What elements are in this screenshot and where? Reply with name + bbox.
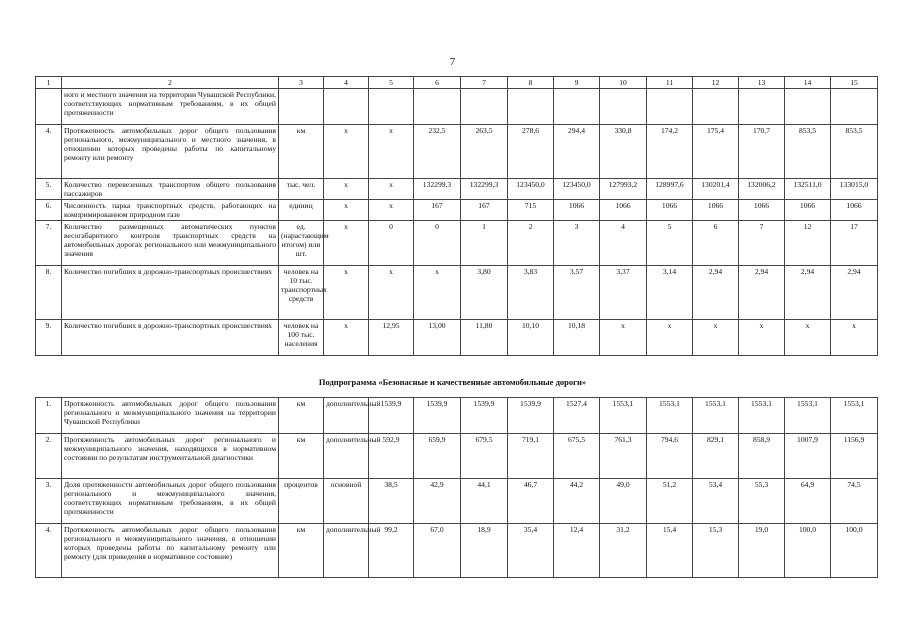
value-cell: 1553,1 bbox=[693, 398, 739, 434]
value-cell: 10,18 bbox=[554, 320, 600, 356]
value-cell: 2 bbox=[508, 221, 554, 266]
unit-cell: единиц bbox=[279, 200, 324, 221]
value-cell: 1539,9 bbox=[461, 398, 508, 434]
value-cell: 829,1 bbox=[693, 434, 739, 479]
value-cell bbox=[831, 89, 878, 125]
value-cell: х bbox=[324, 320, 369, 356]
indicator-name: Количество перевезенных транспортом общего пользования пассажиров bbox=[62, 179, 279, 200]
unit-cell: человек на 10 тыс. транспортных средств bbox=[279, 266, 324, 320]
header-cell: 8 bbox=[508, 77, 554, 89]
value-cell bbox=[739, 89, 785, 125]
value-cell: 132299,3 bbox=[414, 179, 461, 200]
indicator-type: дополнительный bbox=[324, 398, 369, 434]
header-cell: 13 bbox=[739, 77, 785, 89]
value-cell: х bbox=[831, 320, 878, 356]
header-cell: 14 bbox=[785, 77, 831, 89]
value-cell bbox=[461, 89, 508, 125]
indicator-name: Протяженность автомобильных дорог общего пользования регионального, межмуниципального и местного значения, в отношении которых проведены работы по капитальному ремонту или ремонту bbox=[62, 125, 279, 179]
header-cell: 6 bbox=[414, 77, 461, 89]
row-number: 3. bbox=[36, 479, 62, 524]
table-row bbox=[36, 479, 878, 524]
indicator-type: основной bbox=[324, 479, 369, 524]
value-cell: 592,9 bbox=[369, 434, 414, 479]
header-cell: 3 bbox=[279, 77, 324, 89]
row-number bbox=[36, 89, 62, 125]
indicator-name: Количество размещенных автоматических пунктов весогабаритного контроля транспортных средств на автомобильных дорогах регионального или межмуниципального значения bbox=[62, 221, 279, 266]
value-cell: 3 bbox=[554, 221, 600, 266]
value-cell: 100,0 bbox=[831, 524, 878, 578]
value-cell: 2,94 bbox=[831, 266, 878, 320]
value-cell: 0 bbox=[369, 221, 414, 266]
value-cell: х bbox=[324, 179, 369, 200]
value-cell: 53,4 bbox=[693, 479, 739, 524]
header-cell: 11 bbox=[647, 77, 693, 89]
value-cell: 0 bbox=[414, 221, 461, 266]
unit-cell: км bbox=[279, 434, 324, 479]
value-cell bbox=[647, 89, 693, 125]
row-number: 5. bbox=[36, 179, 62, 200]
value-cell: 1066 bbox=[647, 200, 693, 221]
row-number: 8. bbox=[36, 266, 62, 320]
indicator-name: Доля протяженности автомобильных дорог общего пользования регионального и межмуниципального значения, соответствующих нормативным требованиям, в их общей протяженности bbox=[62, 479, 279, 524]
indicator-name: Протяженность автомобильных дорог общего пользования регионального и межмуниципального значения на территории Чувашской Республики bbox=[62, 398, 279, 434]
value-cell: 46,7 bbox=[508, 479, 554, 524]
value-cell: 167 bbox=[461, 200, 508, 221]
table-row bbox=[36, 125, 878, 179]
value-cell: 1553,1 bbox=[600, 398, 647, 434]
value-cell: 55,3 bbox=[739, 479, 785, 524]
table-row bbox=[36, 89, 878, 125]
value-cell: 1553,1 bbox=[785, 398, 831, 434]
row-number: 6. bbox=[36, 200, 62, 221]
value-cell bbox=[785, 89, 831, 125]
value-cell: 4 bbox=[600, 221, 647, 266]
value-cell: 3,83 bbox=[508, 266, 554, 320]
value-cell bbox=[693, 89, 739, 125]
value-cell: 1539,9 bbox=[508, 398, 554, 434]
value-cell: 1066 bbox=[785, 200, 831, 221]
table-row bbox=[36, 266, 878, 320]
value-cell: 11,80 bbox=[461, 320, 508, 356]
value-cell: 794,6 bbox=[647, 434, 693, 479]
indicators-table bbox=[35, 76, 878, 356]
unit-cell: тыс. чел. bbox=[279, 179, 324, 200]
table-row bbox=[36, 200, 878, 221]
table-row bbox=[36, 524, 878, 578]
value-cell: 167 bbox=[414, 200, 461, 221]
row-number: 4. bbox=[36, 125, 62, 179]
value-cell: х bbox=[414, 266, 461, 320]
table-row bbox=[36, 179, 878, 200]
header-cell: 7 bbox=[461, 77, 508, 89]
value-cell bbox=[414, 89, 461, 125]
value-cell: 35,4 bbox=[508, 524, 554, 578]
value-cell: 3,57 bbox=[554, 266, 600, 320]
value-cell: 51,2 bbox=[647, 479, 693, 524]
value-cell: 128997,6 bbox=[647, 179, 693, 200]
value-cell: 1527,4 bbox=[554, 398, 600, 434]
value-cell: 133015,0 bbox=[831, 179, 878, 200]
value-cell: 761,3 bbox=[600, 434, 647, 479]
table-row bbox=[36, 320, 878, 356]
table-row bbox=[36, 434, 878, 479]
header-cell: 5 bbox=[369, 77, 414, 89]
value-cell: 853,5 bbox=[785, 125, 831, 179]
value-cell: х bbox=[600, 320, 647, 356]
row-number: 1. bbox=[36, 398, 62, 434]
value-cell: 170,7 bbox=[739, 125, 785, 179]
subprogram-title: Подпрограмма «Безопасные и качественные автомобильные дороги» bbox=[318, 377, 587, 387]
header-cell: 2 bbox=[62, 77, 279, 89]
value-cell: 44,2 bbox=[554, 479, 600, 524]
value-cell: 715 bbox=[508, 200, 554, 221]
value-cell: 13,00 bbox=[414, 320, 461, 356]
value-cell: х bbox=[324, 266, 369, 320]
unit-cell: ед. (нарастающим итогом) или шт. bbox=[279, 221, 324, 266]
value-cell: 1539,9 bbox=[414, 398, 461, 434]
value-cell: 853,5 bbox=[831, 125, 878, 179]
indicator-name: Количество погибших в дорожно-транспортных происшествиях bbox=[62, 266, 279, 320]
indicator-type: дополнительный bbox=[324, 524, 369, 578]
value-cell: х bbox=[369, 125, 414, 179]
value-cell: 67,0 bbox=[414, 524, 461, 578]
value-cell: х bbox=[324, 200, 369, 221]
value-cell: 294,4 bbox=[554, 125, 600, 179]
indicator-name: ного и местного значения на территории Чувашской Республики, соответствующих нормативным требованиям, в их общей протяженности bbox=[62, 89, 279, 125]
unit-cell bbox=[279, 89, 324, 125]
header-cell: 12 bbox=[693, 77, 739, 89]
value-cell: 12,4 bbox=[554, 524, 600, 578]
value-cell: 127993,2 bbox=[600, 179, 647, 200]
value-cell: 49,0 bbox=[600, 479, 647, 524]
row-number: 7. bbox=[36, 221, 62, 266]
unit-cell: процентов bbox=[279, 479, 324, 524]
unit-cell: человек на 100 тыс. населения bbox=[279, 320, 324, 356]
value-cell: 1066 bbox=[831, 200, 878, 221]
unit-cell: км bbox=[279, 125, 324, 179]
value-cell: 10,10 bbox=[508, 320, 554, 356]
value-cell: 278,6 bbox=[508, 125, 554, 179]
value-cell: 38,5 bbox=[369, 479, 414, 524]
value-cell: 3,14 bbox=[647, 266, 693, 320]
value-cell: 132511,0 bbox=[785, 179, 831, 200]
value-cell: 2,94 bbox=[739, 266, 785, 320]
value-cell: 1007,9 bbox=[785, 434, 831, 479]
value-cell: 263,5 bbox=[461, 125, 508, 179]
value-cell: 99,2 bbox=[369, 524, 414, 578]
value-cell: 64,9 bbox=[785, 479, 831, 524]
value-cell: 1066 bbox=[693, 200, 739, 221]
value-cell: х bbox=[739, 320, 785, 356]
table-row bbox=[36, 221, 878, 266]
value-cell bbox=[369, 89, 414, 125]
value-cell: 1553,1 bbox=[647, 398, 693, 434]
value-cell: х bbox=[324, 221, 369, 266]
value-cell: 42,9 bbox=[414, 479, 461, 524]
header-cell: 1 bbox=[36, 77, 62, 89]
indicator-name: Количество погибших в дорожно-транспортных происшествиях bbox=[62, 320, 279, 356]
value-cell: 12,95 bbox=[369, 320, 414, 356]
value-cell: 719,1 bbox=[508, 434, 554, 479]
header-cell: 10 bbox=[600, 77, 647, 89]
header-cell: 15 bbox=[831, 77, 878, 89]
header-cell: 9 bbox=[554, 77, 600, 89]
page-number: 7 bbox=[449, 56, 456, 68]
value-cell: х bbox=[647, 320, 693, 356]
value-cell: 1066 bbox=[739, 200, 785, 221]
header-row bbox=[36, 77, 878, 89]
value-cell: 7 bbox=[739, 221, 785, 266]
value-cell: 6 bbox=[693, 221, 739, 266]
value-cell: 1 bbox=[461, 221, 508, 266]
value-cell: 132299,3 bbox=[461, 179, 508, 200]
row-number: 2. bbox=[36, 434, 62, 479]
value-cell: 123450,0 bbox=[508, 179, 554, 200]
value-cell: 132006,2 bbox=[739, 179, 785, 200]
value-cell: х bbox=[369, 266, 414, 320]
value-cell bbox=[508, 89, 554, 125]
value-cell: 1539,9 bbox=[369, 398, 414, 434]
value-cell: 1553,1 bbox=[831, 398, 878, 434]
value-cell: 74,5 bbox=[831, 479, 878, 524]
value-cell bbox=[324, 89, 369, 125]
value-cell bbox=[554, 89, 600, 125]
value-cell: х bbox=[369, 179, 414, 200]
table-row bbox=[36, 398, 878, 434]
value-cell: 1066 bbox=[554, 200, 600, 221]
value-cell: 3,80 bbox=[461, 266, 508, 320]
value-cell: 19,0 bbox=[739, 524, 785, 578]
value-cell: 123450,0 bbox=[554, 179, 600, 200]
value-cell: 44,1 bbox=[461, 479, 508, 524]
value-cell: 679,5 bbox=[461, 434, 508, 479]
value-cell: 232,5 bbox=[414, 125, 461, 179]
indicator-name: Протяженность автомобильных дорог регионального и межмуниципального значения, находящихся в нормативном состоянии по результатам инструментальной диагностики bbox=[62, 434, 279, 479]
value-cell: х bbox=[324, 125, 369, 179]
value-cell: 675,5 bbox=[554, 434, 600, 479]
value-cell: 659,9 bbox=[414, 434, 461, 479]
value-cell: 5 bbox=[647, 221, 693, 266]
indicator-name: Численность парка транспортных средств, работающих на компримированном природном газе bbox=[62, 200, 279, 221]
value-cell: 330,8 bbox=[600, 125, 647, 179]
value-cell: 174,2 bbox=[647, 125, 693, 179]
value-cell: 130201,4 bbox=[693, 179, 739, 200]
value-cell: 2,94 bbox=[785, 266, 831, 320]
value-cell: х bbox=[693, 320, 739, 356]
value-cell: х bbox=[369, 200, 414, 221]
indicator-type: дополнительный bbox=[324, 434, 369, 479]
row-number: 9. bbox=[36, 320, 62, 356]
value-cell bbox=[600, 89, 647, 125]
value-cell: 858,9 bbox=[739, 434, 785, 479]
value-cell: 100,0 bbox=[785, 524, 831, 578]
value-cell: х bbox=[785, 320, 831, 356]
unit-cell: км bbox=[279, 398, 324, 434]
value-cell: 31,2 bbox=[600, 524, 647, 578]
value-cell: 1156,9 bbox=[831, 434, 878, 479]
value-cell: 15,3 bbox=[693, 524, 739, 578]
value-cell: 3,37 bbox=[600, 266, 647, 320]
subprogram-indicators-table bbox=[35, 397, 878, 578]
value-cell: 17 bbox=[831, 221, 878, 266]
unit-cell: км bbox=[279, 524, 324, 578]
value-cell: 1553,1 bbox=[739, 398, 785, 434]
value-cell: 2,94 bbox=[693, 266, 739, 320]
value-cell: 175,4 bbox=[693, 125, 739, 179]
value-cell: 18,9 bbox=[461, 524, 508, 578]
value-cell: 15,4 bbox=[647, 524, 693, 578]
value-cell: 1066 bbox=[600, 200, 647, 221]
indicator-name: Протяженность автомобильных дорог общего пользования регионального и межмуниципального значения, в отношении которых проведены работы по капитальному ремонту или ремонту (для приведения в нормативное состояние) bbox=[62, 524, 279, 578]
header-cell: 4 bbox=[324, 77, 369, 89]
value-cell: 12 bbox=[785, 221, 831, 266]
row-number: 4. bbox=[36, 524, 62, 578]
